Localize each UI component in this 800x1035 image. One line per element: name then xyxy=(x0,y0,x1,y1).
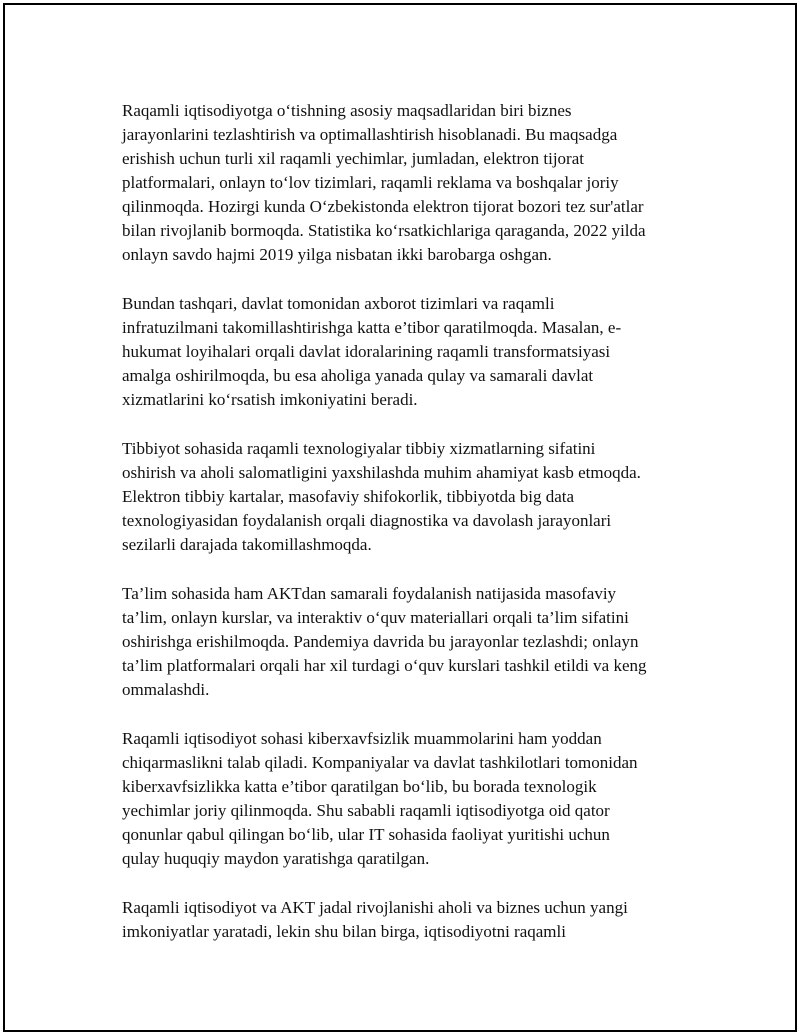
text-line: Raqamli iqtisodiyot va AKT jadal rivojlanishi aholi va biznes uchun yangi xyxy=(122,898,628,917)
paragraph-conclusion xyxy=(122,896,692,944)
text-line: amalga oshirilmoqda, bu esa aholiga yanada qulay va samarali davlat xyxy=(122,366,594,385)
text-line: platformalari, onlayn toʻlov tizimlari, raqamli reklama va boshqalar joriy xyxy=(122,173,619,192)
paragraph-digital-economy-goals xyxy=(122,99,692,267)
text-line: onlayn savdo hajmi 2019 yilga nisbatan ikki barobarga oshgan. xyxy=(122,245,552,264)
text-line: sezilarli darajada takomillashmoqda. xyxy=(122,535,372,554)
text-line: Bundan tashqari, davlat tomonidan axborot tizimlari va raqamli xyxy=(122,294,555,313)
text-line: erishish uchun turli xil raqamli yechimlar, jumladan, elektron tijorat xyxy=(122,149,584,168)
text-line: kiberxavfsizlikka katta e’tibor qaratilgan boʻlib, bu borada texnologik xyxy=(122,777,597,796)
text-line: Tibbiyot sohasida raqamli texnologiyalar tibbiy xizmatlarning sifatini xyxy=(122,439,596,458)
text-line: qilinmoqda. Hozirgi kunda Oʻzbekistonda elektron tijorat bozori tez sur'atlar xyxy=(122,197,644,216)
document-body xyxy=(122,99,692,969)
text-line: infratuzilmani takomillashtirishga katta e’tibor qaratilmoqda. Masalan, e- xyxy=(122,318,622,337)
text-line: imkoniyatlar yaratadi, lekin shu bilan birga, iqtisodiyotni raqamli xyxy=(122,922,566,941)
text-line: Elektron tibbiy kartalar, masofaviy shifokorlik, tibbiyotda big data xyxy=(122,487,575,506)
text-line: texnologiyasidan foydalanish orqali diagnostika va davolash jarayonlari xyxy=(122,511,612,530)
text-line: Ta’lim sohasida ham AKTdan samarali foydalanish natijasida masofaviy xyxy=(122,584,617,603)
text-line: ommalashdi. xyxy=(122,680,210,699)
paragraph-healthcare xyxy=(122,437,692,557)
text-line: Raqamli iqtisodiyotga oʻtishning asosiy maqsadlaridan biri biznes xyxy=(122,101,572,120)
text-line: qulay huquqiy maydon yaratishga qaratilgan. xyxy=(122,849,430,868)
text-line: jarayonlarini tezlashtirish va optimallashtirish hisoblanadi. Bu maqsadga xyxy=(122,125,618,144)
text-line: hukumat loyihalari orqali davlat idoralarining raqamli transformatsiyasi xyxy=(122,342,611,361)
text-line: oshirish va aholi salomatligini yaxshilashda muhim ahamiyat kasb etmoqda. xyxy=(122,463,641,482)
text-line: ta’lim platformalari orqali har xil turdagi oʻquv kurslari tashkil etildi va keng xyxy=(122,656,647,675)
paragraph-education xyxy=(122,582,692,702)
paragraph-e-government xyxy=(122,292,692,412)
text-line: Raqamli iqtisodiyot sohasi kiberxavfsizlik muammolarini ham yoddan xyxy=(122,729,602,748)
page-frame xyxy=(3,3,797,1032)
text-line: xizmatlarini koʻrsatish imkoniyatini beradi. xyxy=(122,390,418,409)
text-line: bilan rivojlanib bormoqda. Statistika koʻrsatkichlariga qaraganda, 2022 yilda xyxy=(122,221,646,240)
text-line: oshirishga erishilmoqda. Pandemiya davrida bu jarayonlar tezlashdi; onlayn xyxy=(122,632,639,651)
text-line: ta’lim, onlayn kurslar, va interaktiv oʻquv materiallari orqali ta’lim sifatini xyxy=(122,608,629,627)
text-line: qonunlar qabul qilingan boʻlib, ular IT sohasida faoliyat yuritishi uchun xyxy=(122,825,610,844)
paragraph-cybersecurity xyxy=(122,727,692,871)
text-line: yechimlar joriy qilinmoqda. Shu sababli raqamli iqtisodiyotga oid qator xyxy=(122,801,610,820)
text-line: chiqarmaslikni talab qiladi. Kompaniyalar va davlat tashkilotlari tomonidan xyxy=(122,753,638,772)
